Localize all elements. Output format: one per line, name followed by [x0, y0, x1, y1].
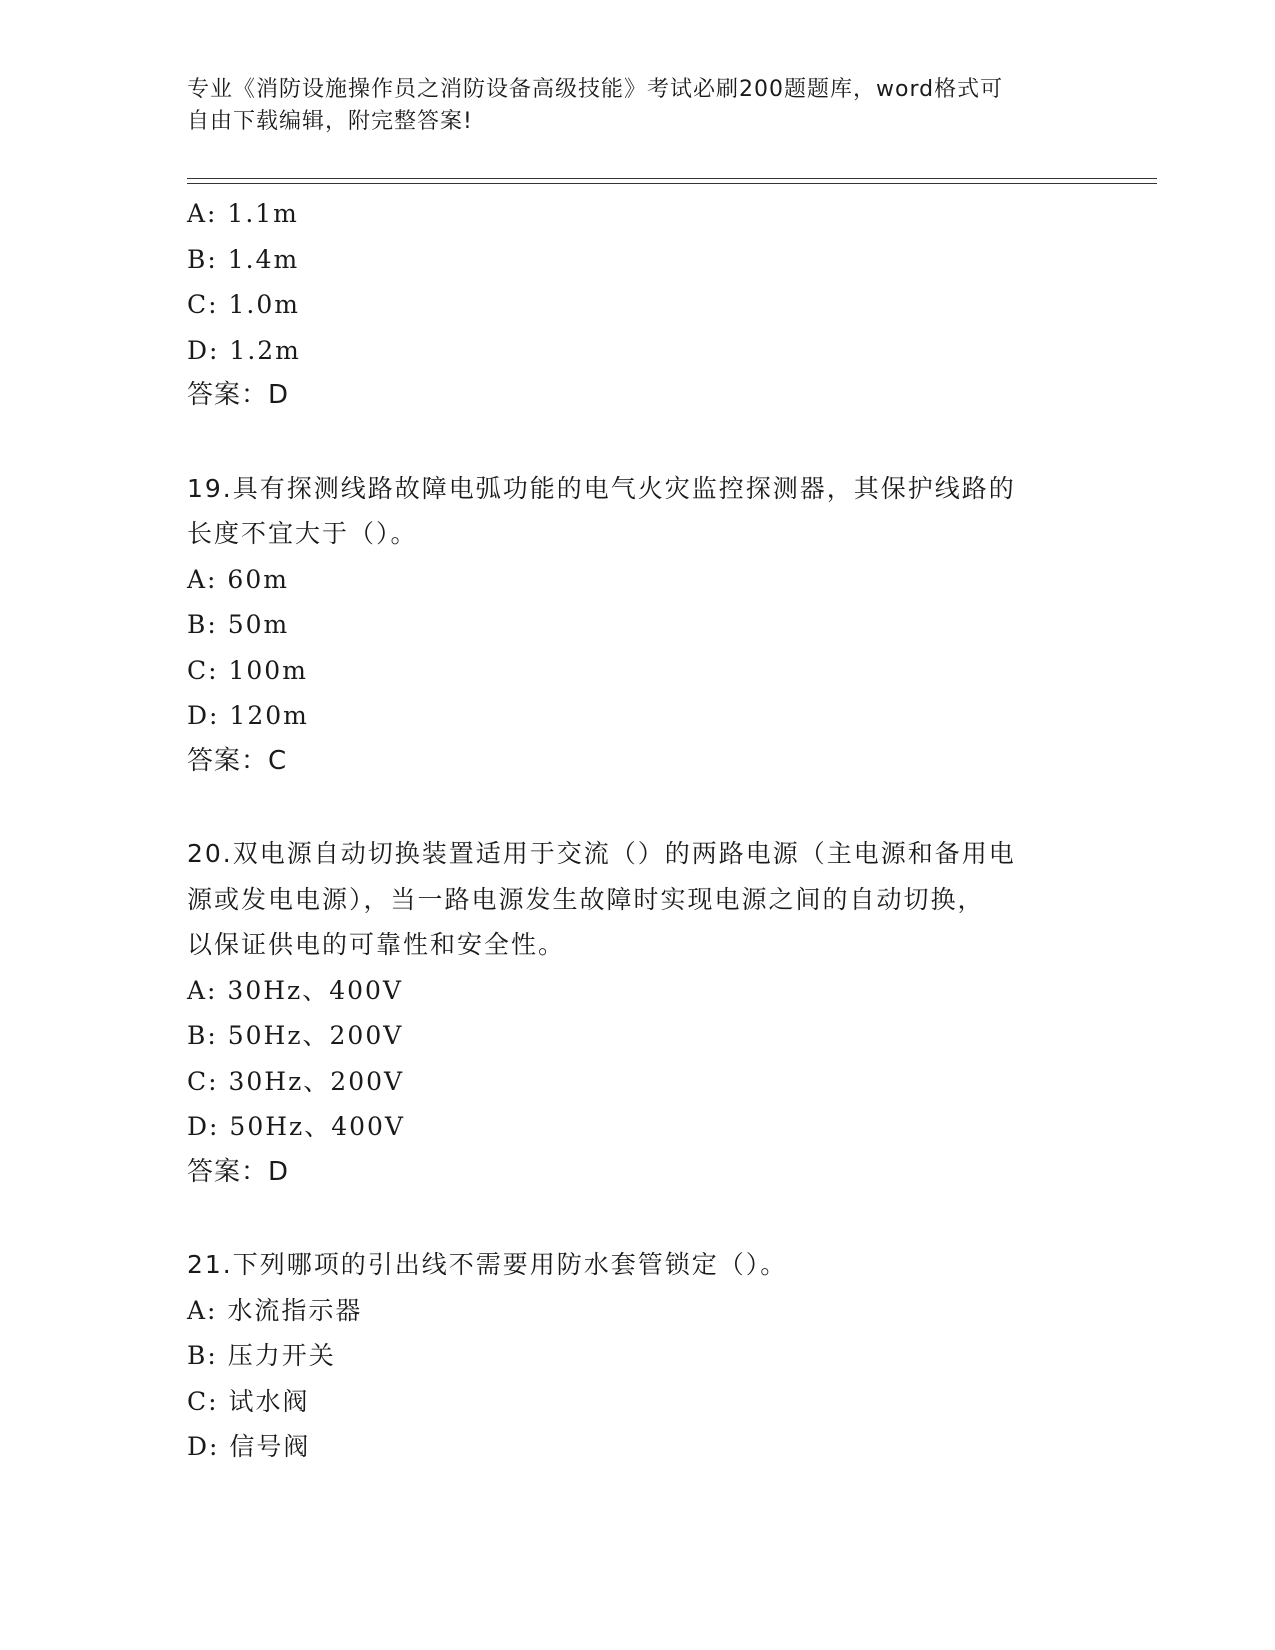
- question-stem-line: 21.下列哪项的引出线不需要用防水套管锁定（）。: [187, 1250, 788, 1279]
- question-stem-line: 19.具有探测线路故障电弧功能的电气火灾监控探测器，其保护线路的: [187, 473, 1016, 503]
- document-header: [187, 74, 1087, 138]
- option-a: A: 1.1m: [187, 199, 299, 228]
- question-18: [187, 191, 1157, 419]
- question-stem-line: 以保证供电的可靠性和安全性。: [187, 930, 566, 959]
- header-line-2: 自由下载编辑，附完整答案!: [187, 109, 473, 134]
- option-b: B: 50m: [187, 610, 290, 639]
- header-divider-bottom: [187, 183, 1157, 184]
- header-line-1: 专业《消防设施操作员之消防设备高级技能》考试必刷200题题库，word格式可: [187, 77, 1004, 102]
- header-divider-top: [187, 178, 1157, 179]
- option-c: C: 30Hz、200V: [187, 1066, 405, 1096]
- question-stem-line: 20.双电源自动切换装置适用于交流（）的两路电源（主电源和备用电: [187, 839, 1016, 868]
- option-b: B: 1.4m: [187, 244, 300, 274]
- option-c: C: 试水阀: [187, 1386, 310, 1416]
- answer-value: D: [268, 1156, 290, 1187]
- answer-value: C: [268, 745, 288, 776]
- option-d: D: 120m: [187, 701, 309, 730]
- option-d: D: 50Hz、400V: [187, 1112, 405, 1141]
- option-a: A: 30Hz、400V: [187, 975, 403, 1005]
- answer-line: [187, 1150, 1157, 1196]
- question-20: [187, 831, 1157, 1195]
- answer-label: 答案：: [187, 380, 269, 410]
- option-a: A: 水流指示器: [187, 1295, 363, 1325]
- question-21: [187, 1242, 1157, 1470]
- answer-line: [187, 739, 1157, 785]
- option-d: D: 1.2m: [187, 335, 301, 365]
- answer-value: D: [268, 380, 290, 410]
- question-stem-line: 源或发电电源），当一路电源发生故障时实现电源之间的自动切换，: [187, 884, 985, 914]
- answer-label: 答案：: [187, 1156, 269, 1187]
- option-c: C: 1.0m: [187, 290, 300, 319]
- option-b: B: 50Hz、200V: [187, 1021, 404, 1050]
- option-d: D: 信号阀: [187, 1432, 311, 1461]
- question-19: [187, 466, 1157, 785]
- question-list: [187, 191, 1157, 1470]
- option-b: B: 压力开关: [187, 1341, 336, 1370]
- answer-line: [187, 373, 1157, 419]
- question-stem-line: 长度不宜大于（）。: [187, 519, 418, 548]
- answer-label: 答案：: [187, 745, 269, 776]
- option-c: C: 100m: [187, 655, 308, 685]
- option-a: A: 60m: [187, 564, 289, 594]
